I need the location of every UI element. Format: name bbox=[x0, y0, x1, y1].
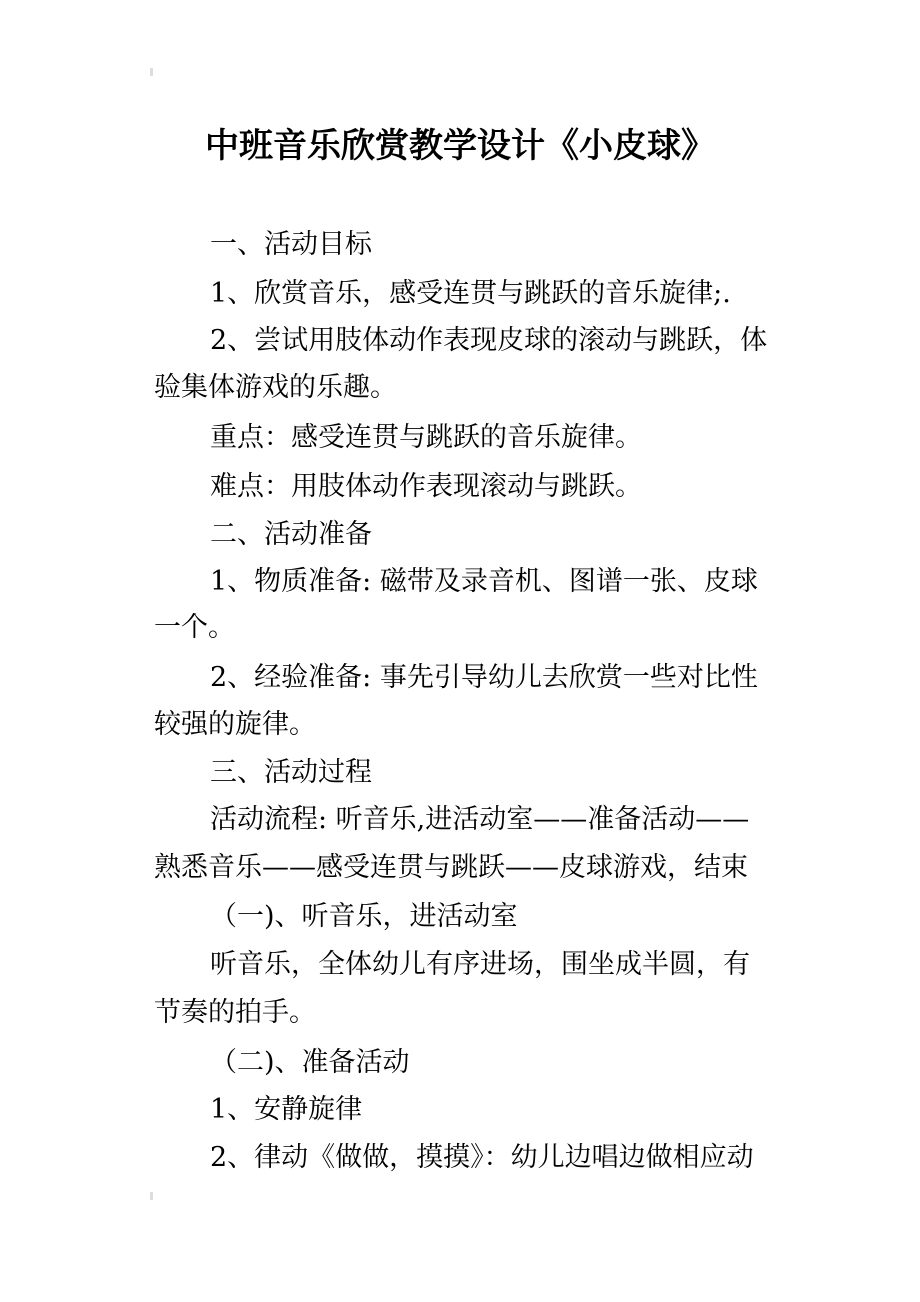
paragraph-line: 1、安静旋律 bbox=[210, 1094, 363, 1125]
paragraph-line: 熟悉音乐——感受连贯与跳跃——皮球游戏，结束 bbox=[154, 852, 748, 883]
paragraph-line: 节奏的拍手。 bbox=[154, 997, 316, 1028]
paragraph-line: 一个。 bbox=[154, 612, 235, 643]
subsection-heading: （一)、听音乐，进活动室 bbox=[210, 901, 518, 932]
paragraph-line: 难点：用肢体动作表现滚动与跳跃。 bbox=[210, 471, 642, 502]
paragraph-line: 重点：感受连贯与跳跃的音乐旋律。 bbox=[210, 422, 642, 453]
paragraph-line: 1、物质准备: 磁带及录音机、图谱一张、皮球 bbox=[210, 566, 758, 597]
paragraph-line: 2、经验准备: 事先引导幼儿去欣赏一些对比性 bbox=[210, 662, 758, 693]
section-heading: 三、活动过程 bbox=[210, 757, 372, 788]
section-heading: 一、活动目标 bbox=[210, 229, 372, 260]
paragraph-line: 1、欣赏音乐，感受连贯与跳跃的音乐旋律;. bbox=[210, 278, 731, 309]
paragraph-line: 验集体游戏的乐趣。 bbox=[154, 372, 397, 403]
paragraph-line: 2、尝试用肢体动作表现皮球的滚动与跳跃，体 bbox=[210, 325, 768, 356]
corner-mark-bottom bbox=[150, 1192, 153, 1200]
paragraph-line: 听音乐，全体幼儿有序进场，围坐成半圆，有 bbox=[210, 949, 750, 980]
paragraph-line: 较强的旋律。 bbox=[154, 709, 316, 740]
subsection-heading: （二)、准备活动 bbox=[210, 1047, 410, 1078]
paragraph-line: 活动流程: 听音乐,进活动室——准备活动—— bbox=[210, 804, 750, 835]
corner-mark-top bbox=[150, 68, 153, 76]
paragraph-line: 2、律动《做做，摸摸》：幼儿边唱边做相应动 bbox=[210, 1142, 754, 1173]
document-title: 中班音乐欣赏教学设计《小皮球》 bbox=[205, 126, 715, 166]
section-heading: 二、活动准备 bbox=[210, 519, 372, 550]
